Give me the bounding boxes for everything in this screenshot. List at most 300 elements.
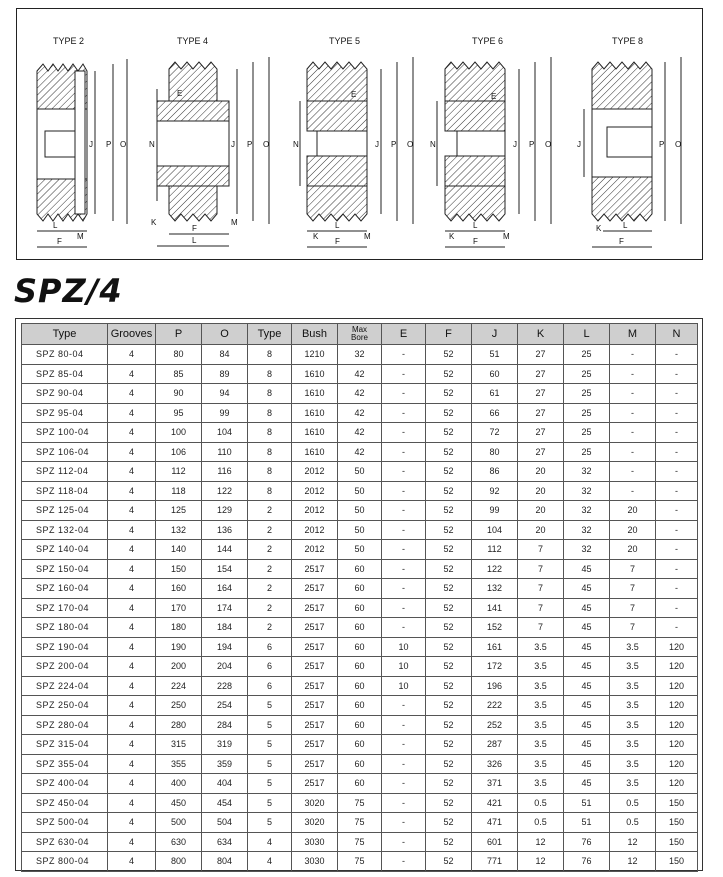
- table-cell: 5: [248, 715, 292, 735]
- table-cell: 3.5: [610, 637, 656, 657]
- dim-o-t4: O: [263, 140, 270, 149]
- table-cell-type: SPZ 500-04: [22, 813, 108, 833]
- table-cell: 66: [472, 403, 518, 423]
- dim-n-t6: N: [430, 140, 436, 149]
- table-cell: 355: [156, 754, 202, 774]
- dim-k-t4: K: [151, 218, 157, 227]
- table-cell: 12: [610, 852, 656, 872]
- table-cell: 3.5: [518, 657, 564, 677]
- table-cell: 2517: [292, 676, 338, 696]
- table-cell: 52: [426, 345, 472, 365]
- table-cell: 6: [248, 676, 292, 696]
- table-body: [22, 345, 698, 872]
- table-cell: 8: [248, 423, 292, 443]
- table-cell: -: [656, 364, 698, 384]
- table-cell: 5: [248, 813, 292, 833]
- table-cell: 4: [108, 696, 156, 716]
- table-cell: 120: [656, 676, 698, 696]
- table-cell: 0.5: [518, 793, 564, 813]
- table-cell: 10: [382, 637, 426, 657]
- dim-l-t4: L: [192, 236, 197, 245]
- table-cell: 4: [108, 442, 156, 462]
- table-cell: 45: [564, 598, 610, 618]
- table-cell: 25: [564, 423, 610, 443]
- table-cell: 90: [156, 384, 202, 404]
- table-cell: 196: [472, 676, 518, 696]
- table-cell: 32: [564, 462, 610, 482]
- table-cell: 4: [108, 774, 156, 794]
- table-cell: -: [382, 774, 426, 794]
- table-cell: 152: [472, 618, 518, 638]
- table-cell: 52: [426, 676, 472, 696]
- table-cell: 27: [518, 423, 564, 443]
- table-cell: 61: [472, 384, 518, 404]
- table-cell: 76: [564, 852, 610, 872]
- table-cell: 125: [156, 501, 202, 521]
- table-cell: 2517: [292, 735, 338, 755]
- table-cell: -: [656, 442, 698, 462]
- table-cell: -: [610, 423, 656, 443]
- table-cell: 2012: [292, 520, 338, 540]
- dim-k-t5: K: [313, 232, 319, 241]
- table-cell: 804: [202, 852, 248, 872]
- table-row: [22, 735, 698, 755]
- dim-l-t2: L: [53, 221, 58, 230]
- dim-l-t5: L: [335, 221, 340, 230]
- table-cell: 136: [202, 520, 248, 540]
- table-cell: 2: [248, 501, 292, 521]
- dim-p-t4: P: [247, 140, 253, 149]
- table-row: [22, 384, 698, 404]
- dim-f-t4: F: [192, 224, 197, 233]
- table-cell: 52: [426, 793, 472, 813]
- table-row: [22, 813, 698, 833]
- table-cell: 771: [472, 852, 518, 872]
- table-cell: 174: [202, 598, 248, 618]
- table-cell: 404: [202, 774, 248, 794]
- table-cell: -: [382, 403, 426, 423]
- table-cell: 45: [564, 735, 610, 755]
- table-cell: 8: [248, 462, 292, 482]
- table-cell: -: [382, 423, 426, 443]
- table-cell: 3.5: [518, 715, 564, 735]
- table-cell: 5: [248, 774, 292, 794]
- table-row: [22, 852, 698, 872]
- table-cell: 118: [156, 481, 202, 501]
- table-cell: 504: [202, 813, 248, 833]
- table-cell: 51: [564, 793, 610, 813]
- table-cell: -: [382, 462, 426, 482]
- table-cell: 164: [202, 579, 248, 599]
- table-cell-type: SPZ 160-04: [22, 579, 108, 599]
- table-cell: 4: [108, 520, 156, 540]
- table-cell: 3.5: [518, 637, 564, 657]
- table-cell: 52: [426, 364, 472, 384]
- table-cell: 122: [202, 481, 248, 501]
- table-cell: 3030: [292, 852, 338, 872]
- col-header-max-bore: [338, 324, 382, 345]
- table-cell: 4: [108, 754, 156, 774]
- table-cell: 52: [426, 657, 472, 677]
- table-cell: 60: [338, 676, 382, 696]
- dim-m-t6: M: [503, 232, 510, 241]
- table-cell: 20: [518, 481, 564, 501]
- table-cell: 601: [472, 832, 518, 852]
- table-cell: 27: [518, 403, 564, 423]
- table-cell: 7: [518, 579, 564, 599]
- table-cell: 42: [338, 384, 382, 404]
- table-cell-type: SPZ 95-04: [22, 403, 108, 423]
- dim-l-t8: L: [623, 221, 628, 230]
- col-header-bush: Bush: [292, 324, 338, 345]
- table-cell: 50: [338, 540, 382, 560]
- table-cell: 4: [108, 618, 156, 638]
- table-cell: 2517: [292, 618, 338, 638]
- table-cell: 184: [202, 618, 248, 638]
- table-cell: 1610: [292, 384, 338, 404]
- table-cell: -: [382, 618, 426, 638]
- table-cell: 20: [518, 462, 564, 482]
- table-row: [22, 345, 698, 365]
- table-cell: 25: [564, 345, 610, 365]
- pulley-spec-table: [21, 323, 698, 872]
- table-cell: 45: [564, 618, 610, 638]
- table-cell: 27: [518, 442, 564, 462]
- col-header-f: F: [426, 324, 472, 345]
- table-cell: 5: [248, 793, 292, 813]
- table-cell: 4: [108, 852, 156, 872]
- table-cell: 1210: [292, 345, 338, 365]
- table-cell: 52: [426, 384, 472, 404]
- table-cell-type: SPZ 118-04: [22, 481, 108, 501]
- col-header-grooves: Grooves: [108, 324, 156, 345]
- table-cell: 4: [108, 637, 156, 657]
- table-cell: 52: [426, 579, 472, 599]
- table-cell: 120: [656, 735, 698, 755]
- table-cell: 500: [156, 813, 202, 833]
- table-cell: 4: [108, 598, 156, 618]
- dim-n-t4: N: [149, 140, 155, 149]
- type-6-drawing: [430, 36, 551, 247]
- dim-m-t4: M: [231, 218, 238, 227]
- table-cell: 50: [338, 462, 382, 482]
- table-cell: 52: [426, 403, 472, 423]
- table-cell-type: SPZ 200-04: [22, 657, 108, 677]
- max-bore-line2: Bore: [351, 333, 368, 342]
- table-cell: 3.5: [518, 696, 564, 716]
- table-cell-type: SPZ 106-04: [22, 442, 108, 462]
- table-row: [22, 715, 698, 735]
- table-cell: -: [610, 403, 656, 423]
- table-row: [22, 481, 698, 501]
- table-cell: 25: [564, 384, 610, 404]
- table-cell: 630: [156, 832, 202, 852]
- table-cell: 86: [472, 462, 518, 482]
- table-cell: 141: [472, 598, 518, 618]
- table-cell-type: SPZ 90-04: [22, 384, 108, 404]
- dim-f-t2: F: [57, 237, 62, 246]
- dim-e-t6: E: [491, 92, 497, 101]
- table-cell: -: [610, 364, 656, 384]
- dim-f-t5: F: [335, 237, 340, 246]
- table-cell: -: [656, 462, 698, 482]
- table-cell: 12: [518, 852, 564, 872]
- table-cell: 170: [156, 598, 202, 618]
- table-cell: 1610: [292, 364, 338, 384]
- table-cell: 45: [564, 657, 610, 677]
- table-row: [22, 403, 698, 423]
- table-cell: 0.5: [610, 813, 656, 833]
- table-cell: 20: [610, 520, 656, 540]
- table-cell: 75: [338, 832, 382, 852]
- table-cell: 52: [426, 540, 472, 560]
- table-cell: 5: [248, 754, 292, 774]
- table-cell: 75: [338, 793, 382, 813]
- table-cell: 2: [248, 520, 292, 540]
- table-cell-type: SPZ 400-04: [22, 774, 108, 794]
- table-cell: 120: [656, 696, 698, 716]
- table-cell: 60: [338, 657, 382, 677]
- table-cell: -: [610, 345, 656, 365]
- table-cell: 2517: [292, 637, 338, 657]
- table-cell: 200: [156, 657, 202, 677]
- table-cell-type: SPZ 190-04: [22, 637, 108, 657]
- table-cell: 161: [472, 637, 518, 657]
- table-cell: 112: [472, 540, 518, 560]
- table-cell: 371: [472, 774, 518, 794]
- table-cell: 2517: [292, 579, 338, 599]
- table-cell: 8: [248, 481, 292, 501]
- table-cell-type: SPZ 355-04: [22, 754, 108, 774]
- table-cell: 99: [202, 403, 248, 423]
- table-cell: 3.5: [518, 676, 564, 696]
- table-cell: 7: [518, 598, 564, 618]
- table-cell: 6: [248, 657, 292, 677]
- table-cell: -: [656, 520, 698, 540]
- table-cell: 52: [426, 852, 472, 872]
- table-row: [22, 657, 698, 677]
- table-cell: -: [382, 813, 426, 833]
- table-cell: 1610: [292, 403, 338, 423]
- table-cell: 4: [108, 813, 156, 833]
- table-cell: 52: [426, 501, 472, 521]
- table-cell: 112: [156, 462, 202, 482]
- dim-e-t5: E: [351, 90, 357, 99]
- table-cell: 3020: [292, 813, 338, 833]
- table-cell-type: SPZ 630-04: [22, 832, 108, 852]
- table-cell: 2: [248, 618, 292, 638]
- table-cell: 4: [108, 832, 156, 852]
- table-cell: 3.5: [610, 696, 656, 716]
- table-cell: -: [382, 793, 426, 813]
- table-cell-type: SPZ 140-04: [22, 540, 108, 560]
- table-cell: -: [382, 384, 426, 404]
- table-cell: 359: [202, 754, 248, 774]
- table-cell: -: [382, 852, 426, 872]
- dim-j-t2: J: [89, 140, 93, 149]
- table-cell: 12: [610, 832, 656, 852]
- table-cell: 2517: [292, 657, 338, 677]
- table-row: [22, 364, 698, 384]
- table-cell: 75: [338, 852, 382, 872]
- type-2-label: TYPE 2: [53, 36, 85, 46]
- table-cell: -: [656, 579, 698, 599]
- type-5-label: TYPE 5: [329, 36, 361, 46]
- table-cell: 7: [610, 559, 656, 579]
- table-cell: 2: [248, 579, 292, 599]
- table-cell: 72: [472, 423, 518, 443]
- table-cell-type: SPZ 250-04: [22, 696, 108, 716]
- table-cell-type: SPZ 132-04: [22, 520, 108, 540]
- table-cell: 106: [156, 442, 202, 462]
- table-cell: 85: [156, 364, 202, 384]
- pulley-diagram-panel: [16, 8, 703, 260]
- table-cell: 3.5: [610, 676, 656, 696]
- table-cell: 228: [202, 676, 248, 696]
- table-cell-type: SPZ 112-04: [22, 462, 108, 482]
- table-cell: 7: [518, 540, 564, 560]
- table-cell: -: [656, 598, 698, 618]
- table-cell: 421: [472, 793, 518, 813]
- table-cell: 3.5: [518, 774, 564, 794]
- dim-j-t6: J: [513, 140, 517, 149]
- col-header-o: O: [202, 324, 248, 345]
- table-cell: -: [382, 540, 426, 560]
- table-cell: 4: [108, 384, 156, 404]
- dim-m-t5: M: [364, 232, 371, 241]
- table-cell: 60: [338, 715, 382, 735]
- type-4-label: TYPE 4: [177, 36, 209, 46]
- table-cell: 4: [108, 540, 156, 560]
- table-cell: 50: [338, 501, 382, 521]
- dim-o-t2: O: [120, 140, 127, 149]
- table-cell: 8: [248, 442, 292, 462]
- table-cell: 27: [518, 345, 564, 365]
- table-cell: 45: [564, 715, 610, 735]
- table-cell: 1610: [292, 423, 338, 443]
- col-header-n: N: [656, 324, 698, 345]
- dim-o-t5: O: [407, 140, 414, 149]
- table-cell: 52: [426, 774, 472, 794]
- table-cell: 42: [338, 423, 382, 443]
- table-header-row: [22, 324, 698, 345]
- dim-j-t4: J: [231, 140, 235, 149]
- table-cell: 222: [472, 696, 518, 716]
- table-cell: 52: [426, 618, 472, 638]
- table-cell: 3.5: [518, 754, 564, 774]
- table-cell: 0.5: [610, 793, 656, 813]
- table-cell: 8: [248, 384, 292, 404]
- table-cell: 7: [518, 559, 564, 579]
- table-cell: -: [382, 696, 426, 716]
- table-cell: 4: [108, 657, 156, 677]
- table-cell: 2: [248, 559, 292, 579]
- table-cell: 7: [518, 618, 564, 638]
- table-cell: 454: [202, 793, 248, 813]
- dim-p-t8: P: [659, 140, 665, 149]
- table-cell: 2012: [292, 481, 338, 501]
- table-cell: -: [656, 403, 698, 423]
- table-cell-type: SPZ 315-04: [22, 735, 108, 755]
- table-row: [22, 579, 698, 599]
- table-cell: 42: [338, 442, 382, 462]
- table-cell: -: [382, 598, 426, 618]
- col-header-p: P: [156, 324, 202, 345]
- max-bore-line1: Max: [351, 325, 368, 334]
- table-cell-type: SPZ 150-04: [22, 559, 108, 579]
- table-cell: 52: [426, 696, 472, 716]
- table-cell: -: [656, 384, 698, 404]
- table-cell: 60: [338, 735, 382, 755]
- type-2-drawing: [37, 36, 127, 247]
- table-cell: 99: [472, 501, 518, 521]
- table-cell: 10: [382, 676, 426, 696]
- spec-table-frame: [15, 318, 703, 871]
- table-row: [22, 462, 698, 482]
- type-5-drawing: [293, 36, 413, 247]
- table-cell: 224: [156, 676, 202, 696]
- table-cell-type: SPZ 125-04: [22, 501, 108, 521]
- table-cell: 3.5: [518, 735, 564, 755]
- dim-j-t5: J: [375, 140, 379, 149]
- dim-f-t6: F: [473, 237, 478, 246]
- table-cell: 5: [248, 735, 292, 755]
- table-cell: 42: [338, 403, 382, 423]
- table-cell: -: [382, 754, 426, 774]
- dim-o-t6: O: [545, 140, 552, 149]
- table-cell: -: [656, 501, 698, 521]
- table-cell: 27: [518, 384, 564, 404]
- table-cell: 52: [426, 832, 472, 852]
- table-cell: 4: [108, 793, 156, 813]
- table-cell: 180: [156, 618, 202, 638]
- table-cell: -: [382, 715, 426, 735]
- table-cell: 27: [518, 364, 564, 384]
- table-cell: 50: [338, 520, 382, 540]
- table-cell: 95: [156, 403, 202, 423]
- table-cell: 2012: [292, 540, 338, 560]
- table-cell: 76: [564, 832, 610, 852]
- table-cell: 8: [248, 345, 292, 365]
- table-cell: -: [382, 520, 426, 540]
- table-cell: 2012: [292, 501, 338, 521]
- table-cell: 20: [610, 501, 656, 521]
- table-cell: 132: [472, 579, 518, 599]
- table-cell: -: [656, 423, 698, 443]
- table-cell: 7: [610, 598, 656, 618]
- table-row: [22, 618, 698, 638]
- table-cell: 800: [156, 852, 202, 872]
- table-cell: 32: [338, 345, 382, 365]
- table-row: [22, 637, 698, 657]
- dim-o-t8: O: [675, 140, 682, 149]
- table-cell: 45: [564, 754, 610, 774]
- product-series-title: SPZ/4: [14, 272, 123, 310]
- table-cell: 471: [472, 813, 518, 833]
- table-cell: 4: [108, 579, 156, 599]
- table-cell: 2517: [292, 754, 338, 774]
- table-cell: 75: [338, 813, 382, 833]
- table-cell: 60: [338, 618, 382, 638]
- table-cell: -: [382, 832, 426, 852]
- table-cell: 319: [202, 735, 248, 755]
- table-cell: 52: [426, 735, 472, 755]
- table-cell: 150: [156, 559, 202, 579]
- table-cell: 104: [202, 423, 248, 443]
- table-cell: 160: [156, 579, 202, 599]
- table-cell: 8: [248, 364, 292, 384]
- table-cell: 3.5: [610, 735, 656, 755]
